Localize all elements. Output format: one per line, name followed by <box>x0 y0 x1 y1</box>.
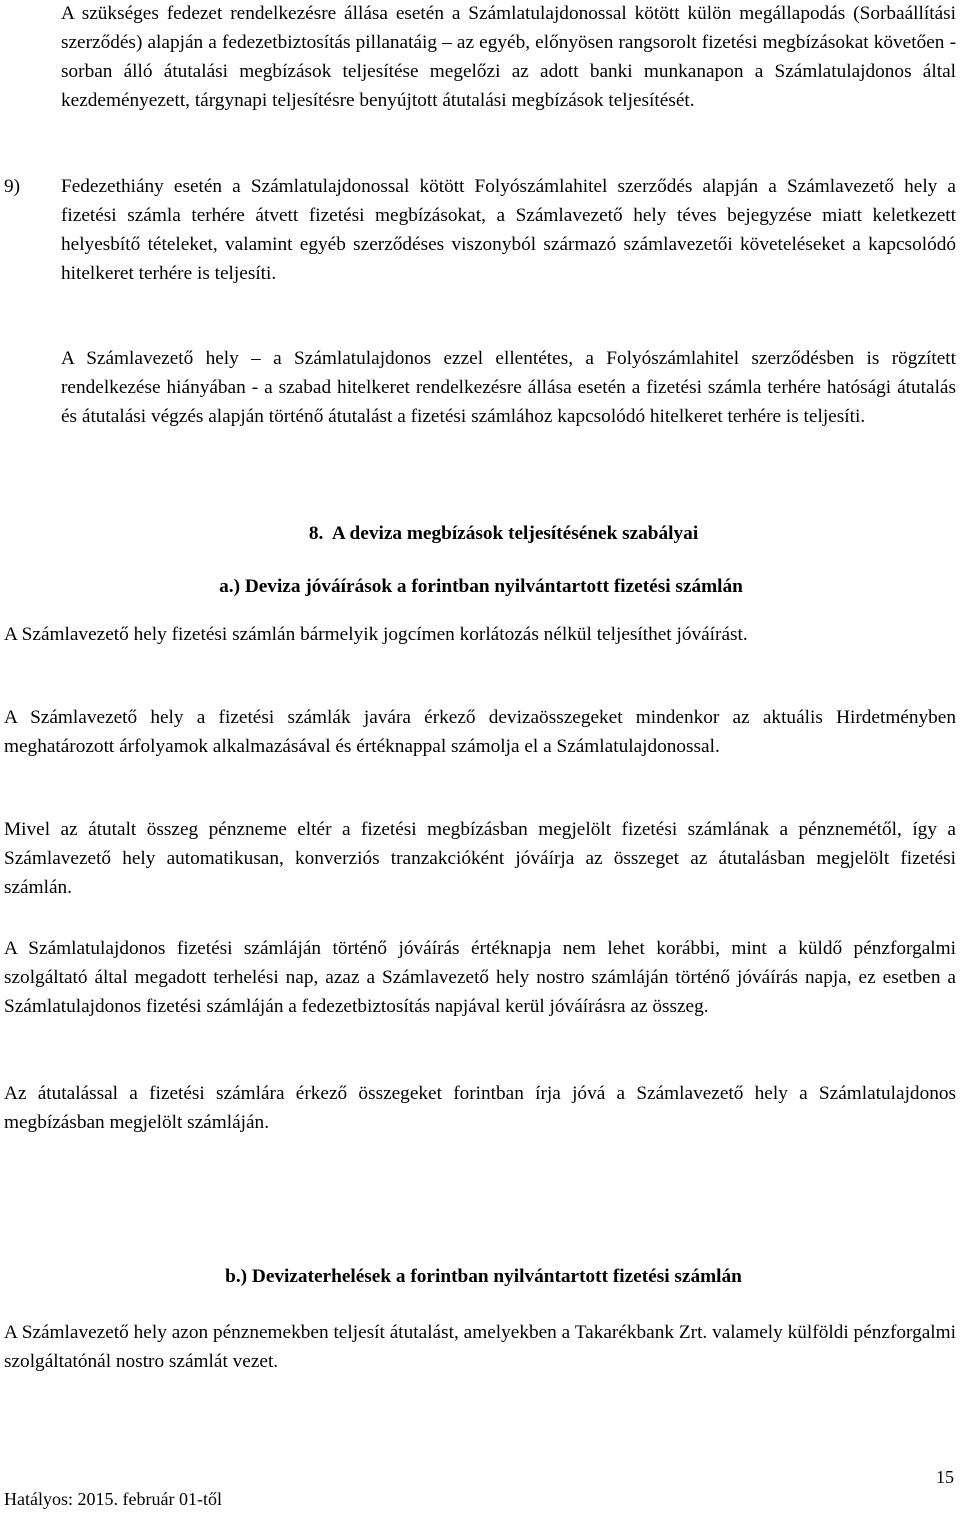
subsection-a-paragraph-4: A Számlatulajdonos fizetési számláján történő jóváírás értéknapja nem lehet korábbi, mint a küldő pénzforgalmi szolgáltató által megadott terhelési nap, azaz a Számlavezető hely nostro számláján történő jóváírás napja, ez esetben a Számlatulajdonos fizetési számláján a fedezetbiztosítás napjával kerül jóváírásra az összeg. <box>4 938 956 1017</box>
intro-paragraph: A szükséges fedezet rendelkezésre állása esetén a Számlatulajdonossal kötött külön megállapodás (Sorbaállítási szerződés) alapján a fedezetbiztosítás pillanatáig – az egyéb, előnyösen rangsorolt fizetési megbízásokat követően - sorban álló átutalási megbízások teljesítése megelőzi az adott banki munkanapon a Számlatulajdonos által kezdeményezett, tárgynapi teljesítésre benyújtott átutalási megbízások teljesítését. <box>61 3 956 111</box>
subsection-a-heading <box>0 572 960 601</box>
item-number: 9) <box>4 176 21 197</box>
subsection-a-paragraph-1: A Számlavezető hely fizetési számlán bármelyik jogcímen korlátozás nélkül teljesíthet jóváírást. <box>4 624 748 645</box>
subsection-a-title: a.) Deviza jóváírások a forintban nyilvántartott fizetési számlán <box>219 576 743 597</box>
page-number: 15 <box>936 1467 954 1487</box>
subsection-b-paragraph-1: A Számlavezető hely azon pénznemekben teljesít átutalást, amelyekben a Takarékbank Zrt. valamely külföldi pénzforgalmi szolgáltatónál nostro számlát vezet. <box>4 1322 956 1372</box>
subsection-a-paragraph-3: Mivel az átutalt összeg pénzneme eltér a fizetési megbízásban megjelölt fizetési számlának a pénznemétől, így a Számlavezető hely automatikusan, konverziós tranzakcióként jóváírja az összeget az átutalásban megjelölt fizetési számlán. <box>4 819 956 898</box>
subsection-a-paragraph-2: A Számlavezető hely a fizetési számlák javára érkező devizaösszegeket mindenkor az aktuális Hirdetményben meghatározott árfolyamok alkalmazásával és értéknappal számolja el a Számlatulajdonossal. <box>4 707 956 757</box>
subsection-b-title: b.) Devizaterhelések a forintban nyilvántartott fizetési számlán <box>225 1266 742 1287</box>
subsection-a-paragraph-5: Az átutalással a fizetési számlára érkező összegeket forintban írja jóvá a Számlavezető hely a Számlatulajdonos megbízásban megjelölt számláján. <box>4 1083 956 1133</box>
item-9-followup-paragraph: A Számlavezető hely – a Számlatulajdonos ezzel ellentétes, a Folyószámlahitel szerződésben is rögzített rendelkezése hiányában - a szabad hitelkeret rendelkezésre állása esetén a fizetési számla terhére hatósági átutalás és átutalási végzés alapján történő átutalást a fizetési számlához kapcsolódó hitelkeret terhére is teljesíti. <box>61 348 956 427</box>
section-8-title: 8. A deviza megbízások teljesítésének szabályai <box>308 523 699 544</box>
effective-date: Hatályos: 2015. február 01-től <box>4 1489 222 1509</box>
item-9-text: Fedezethiány esetén a Számlatulajdonossal kötött Folyószámlahitel szerződés alapján a Számlavezető hely a fizetési számla terhére átvett fizetési megbízásokat, a Számlavezető hely téves bejegyzése miatt keletkezett helyesbítő tételeket, valamint egyéb szerződéses viszonyból származó számlavezetői követeléseket a kapcsolódó hitelkeret terhére is teljesíti. <box>61 176 956 284</box>
section-8-heading <box>0 519 960 548</box>
subsection-b-heading <box>0 1262 960 1291</box>
